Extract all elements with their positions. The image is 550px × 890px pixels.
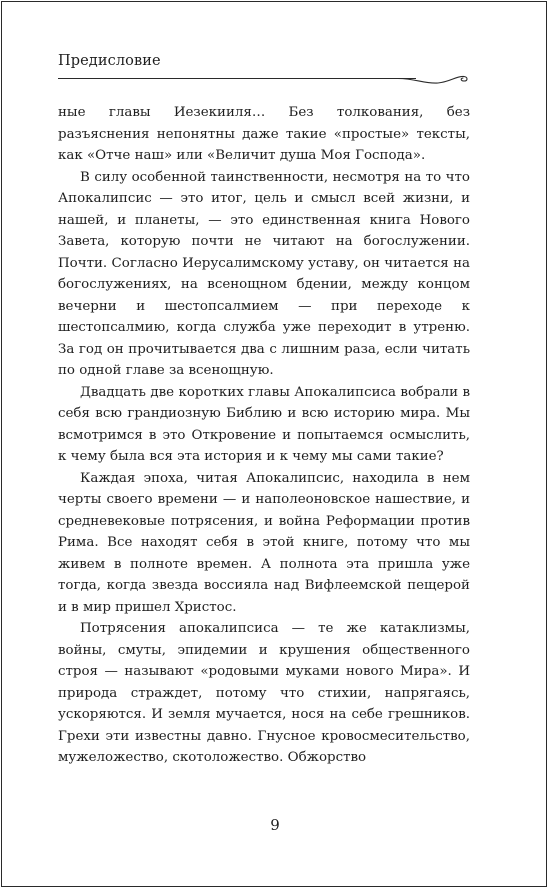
body-text	[58, 102, 470, 769]
page-number: 9	[270, 816, 280, 834]
paragraph-4: Каждая эпоха, читая Апокалипсис, находила в нем черты своего времени — и наполеоновское нашествие, и средневековые потрясения, и война Реформации против Рима. Все находят себя в этой книге, потому что мы живем в полноте времен. А полнота эта пришла уже тогда, когда звезда воссияла над Вифлеемской пещерой и в мир пришел Христос.	[58, 470, 470, 615]
paragraph-1: ные главы Иезекииля… Без толкования, без разъяснения непонятны даже такие «простые» тексты, как «Отче наш» или «Величит душа Моя Господа».	[58, 105, 470, 163]
header-ornament-rule	[58, 72, 470, 88]
paragraph-2: В силу особенной таинственности, несмотря на то что Апокалипсис — это итог, цель и смысл всей жизни, и нашей, и планеты, — это единственная книга Нового Завета, которую почти не читают на богослужении. Почти. Согласно Иерусалимскому уставу, он читается на богослужениях, на всенощном бдении, между концом вечерни и шестопсалмием — при переходе к шестопсалмию, когда служба уже переходит в утреню. За год он прочитывается два с лишним раза, если читать по одной главе за всенощную.	[58, 169, 470, 378]
paragraph-5: Потрясения апокалипсиса — те же катаклизмы, войны, смуты, эпидемии и крушения общественного строя — называют «родовыми муками нового Мира». И природа страждет, потому что стихии, напрягаясь, ускоряются. И земля мучается, нося на себе грешников. Грехи эти известны давно. Гнусное кровосмесительство, мужеложество, скотоложество. Обжорство	[58, 621, 470, 765]
paragraph-3: Двадцать две коротких главы Апокалипсиса вобрали в себя всю грандиозную Библию и всю историю мира. Мы всмотримся в это Откровение и попытаемся осмыслить, к чему была вся эта история и к чему мы сами такие?	[58, 384, 470, 464]
running-head: Предисловие	[58, 53, 161, 69]
